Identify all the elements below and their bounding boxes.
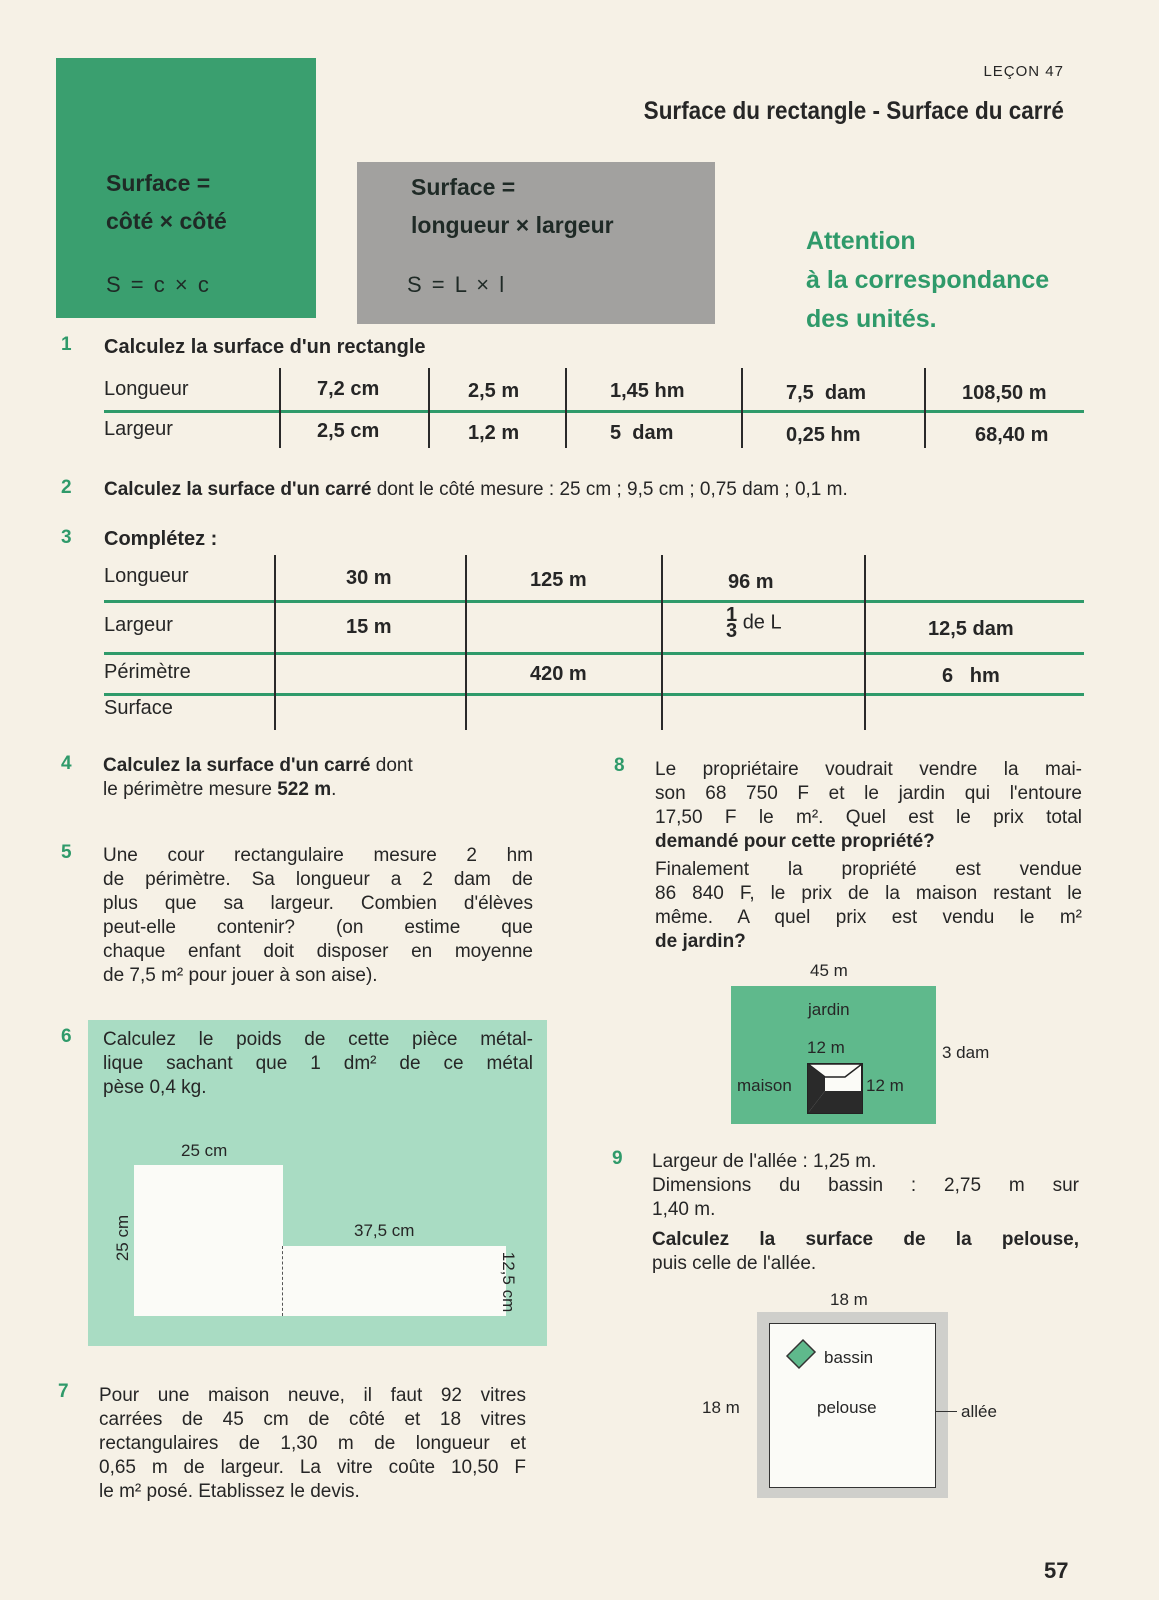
metal-piece-square — [134, 1165, 283, 1316]
ex1-cell: 5 dam — [610, 422, 674, 444]
ex3-row-label: Largeur — [104, 614, 173, 636]
exercise-3-title: Complétez : — [104, 528, 218, 550]
square-formula-box — [56, 58, 316, 318]
rectangle-formula-line2: longueur × largeur — [411, 212, 614, 238]
ex6-line: pèse 0,4 kg. — [103, 1077, 207, 1098]
ex5-line: de 7,5 m² pour jouer à son aise). — [103, 965, 378, 986]
ex5-line: de périmètre. Sa longueur a 2 dam de — [103, 869, 533, 890]
square-formula-line1: Surface = — [106, 170, 211, 196]
ex3-cell: 420 m — [530, 663, 587, 685]
ex3-cell: 6 hm — [942, 665, 1000, 687]
ex3-cell: 125 m — [530, 569, 587, 591]
ex8-line: de jardin? — [655, 931, 746, 952]
maison-icon — [807, 1063, 863, 1114]
attention-line2: à la correspondance — [806, 266, 1050, 294]
metal-piece-rectangle — [282, 1246, 506, 1316]
page-title: Surface du rectangle - Surface du carré — [643, 97, 1064, 125]
ex1-row-label: Longueur — [104, 378, 189, 400]
maison-top-label: 12 m — [807, 1038, 845, 1057]
bassin-label: bassin — [824, 1348, 874, 1367]
dim-top-label: 25 cm — [181, 1141, 228, 1160]
ex4-bold: Calculez la surface d'un carré — [103, 755, 371, 776]
exercise-1-title: Calculez la surface d'un rectangle — [104, 336, 426, 358]
ex5-line: peut-elle contenir? (on estime que — [103, 917, 533, 938]
allee-label: allée — [961, 1402, 997, 1421]
fraction-numerator: 1 — [726, 604, 738, 626]
attention-line3: des unités. — [806, 305, 937, 333]
attention-line1: Attention — [806, 227, 916, 255]
ex3-row-label: Périmètre — [104, 661, 191, 683]
exercise-8-number: 8 — [614, 755, 625, 776]
exercise-1-table — [104, 366, 1084, 452]
ex3-row-label: Longueur — [104, 565, 189, 587]
exercise-2-bold: Calculez la surface d'un carré — [104, 479, 372, 500]
exercise-5-text — [103, 844, 533, 988]
dim-right-label: 12,5 cm — [499, 1251, 519, 1313]
ex4-end: . — [331, 779, 337, 800]
ex7-line: carrées de 45 cm de côté et 18 vitres — [99, 1409, 526, 1430]
ex9-line: Largeur de l'allée : 1,25 m. — [652, 1151, 877, 1172]
jardin-height-label: 3 dam — [942, 1043, 990, 1062]
rectangle-formula: S = L × l — [407, 272, 507, 297]
ex1-cell: 7,2 cm — [317, 378, 380, 400]
dim-left-label: 25 cm — [113, 1214, 133, 1262]
exercise-2-number: 2 — [61, 477, 72, 498]
exercise-7-number: 7 — [58, 1381, 69, 1402]
ex5-line: plus que sa largeur. Combien d'élèves — [103, 893, 533, 914]
ex4-line2: le périmètre mesure — [103, 779, 278, 800]
attention-note — [806, 222, 1049, 339]
ex6-line: lique sachant que 1 dm² de ce métal — [103, 1053, 533, 1074]
ex3-cell: 12,5 dam — [928, 618, 1014, 640]
ex4-value: 522 m — [277, 779, 332, 800]
jardin-label: jardin — [808, 1000, 850, 1019]
ex1-cell: 1,2 m — [468, 422, 520, 444]
bassin-icon — [783, 1336, 819, 1372]
ex1-cell: 7,5 dam — [786, 382, 867, 404]
ex3-cell: 96 m — [728, 571, 774, 593]
ex4-rest: dont — [370, 755, 413, 776]
exercise-2-rest: dont le côté mesure : 25 cm ; 9,5 cm ; 0,75 dam ; 0,1 m. — [371, 479, 848, 500]
square-formula: S = c × c — [106, 272, 211, 297]
ex7-line: rectangulaires de 1,30 m de longueur et — [99, 1433, 526, 1454]
ex3-row-label: Surface — [104, 697, 173, 719]
ex8-line: son 68 750 F et le jardin qui l'entoure — [655, 783, 1082, 804]
ex9-line: Calculez la surface de la pelouse, — [652, 1229, 1079, 1250]
exercise-3-number: 3 — [61, 527, 72, 548]
exercise-4-text — [103, 754, 533, 802]
exercise-1-number: 1 — [61, 334, 72, 355]
garden-width-label: 18 m — [830, 1290, 868, 1309]
ex1-cell: 2,5 cm — [317, 420, 380, 442]
ex9-line: Dimensions du bassin : 2,75 m sur — [652, 1175, 1079, 1196]
fraction-denominator: 3 — [726, 620, 738, 642]
ex8-line: même. A quel prix est vendu le m² — [655, 907, 1082, 928]
ex1-cell: 2,5 m — [468, 380, 520, 402]
ex3-fraction-cell — [726, 604, 782, 642]
dim-mid-label: 37,5 cm — [354, 1221, 415, 1240]
exercise-9-text — [652, 1150, 1079, 1276]
exercise-7-text — [99, 1384, 526, 1504]
exercise-5-number: 5 — [61, 842, 72, 863]
garden-height-label: 18 m — [702, 1398, 740, 1417]
exercise-8-text — [655, 758, 1082, 954]
pelouse-label: pelouse — [817, 1398, 877, 1417]
ex9-line: 1,40 m. — [652, 1199, 716, 1220]
square-formula-line2: côté × côté — [106, 208, 227, 234]
exercise-6-number: 6 — [61, 1026, 72, 1047]
ex7-line: le m² posé. Etablissez le devis. — [99, 1481, 360, 1502]
ex7-line: Pour une maison neuve, il faut 92 vitres — [99, 1385, 526, 1406]
ex1-row-label: Largeur — [104, 418, 173, 440]
page-number: 57 — [1044, 1558, 1069, 1583]
fraction-suffix: de L — [742, 611, 782, 634]
ex3-cell: 15 m — [346, 616, 392, 638]
rectangle-formula-line1: Surface = — [411, 174, 516, 200]
exercise-3-table — [104, 555, 1084, 730]
ex3-fraction — [726, 604, 738, 642]
ex6-line: Calculez le poids de cette pièce métal- — [103, 1029, 533, 1050]
jardin-width-label: 45 m — [810, 961, 848, 980]
exercise-6-text — [103, 1028, 533, 1100]
ex3-cell: 30 m — [346, 567, 392, 589]
ex8-line: Le propriétaire voudrait vendre la mai- — [655, 759, 1082, 780]
ex9-line: puis celle de l'allée. — [652, 1253, 817, 1274]
exercise-4-number: 4 — [61, 753, 72, 774]
exercise-9-number: 9 — [612, 1148, 623, 1169]
ex8-line: 17,50 F le m². Quel est le prix total — [655, 807, 1082, 828]
ex8-line: 86 840 F, le prix de la maison restant le — [655, 883, 1082, 904]
ex5-line: Une cour rectangulaire mesure 2 hm — [103, 845, 533, 866]
ex8-line: Finalement la propriété est vendue — [655, 859, 1082, 880]
ex5-line: chaque enfant doit disposer en moyenne — [103, 941, 533, 962]
lesson-label: LEÇON 47 — [983, 63, 1064, 80]
exercise-2-text — [104, 479, 848, 501]
ex1-cell: 0,25 hm — [786, 424, 861, 446]
rectangle-formula-box — [357, 162, 715, 324]
ex7-line: 0,65 m de largeur. La vitre coûte 10,50 F — [99, 1457, 526, 1478]
ex8-line: demandé pour cette propriété? — [655, 831, 935, 852]
maison-label: maison — [737, 1076, 792, 1095]
allee-pointer — [935, 1411, 957, 1412]
ex1-cell: 68,40 m — [975, 424, 1049, 446]
ex1-cell: 108,50 m — [962, 382, 1047, 404]
maison-side-label: 12 m — [866, 1076, 904, 1095]
ex1-cell: 1,45 hm — [610, 380, 685, 402]
